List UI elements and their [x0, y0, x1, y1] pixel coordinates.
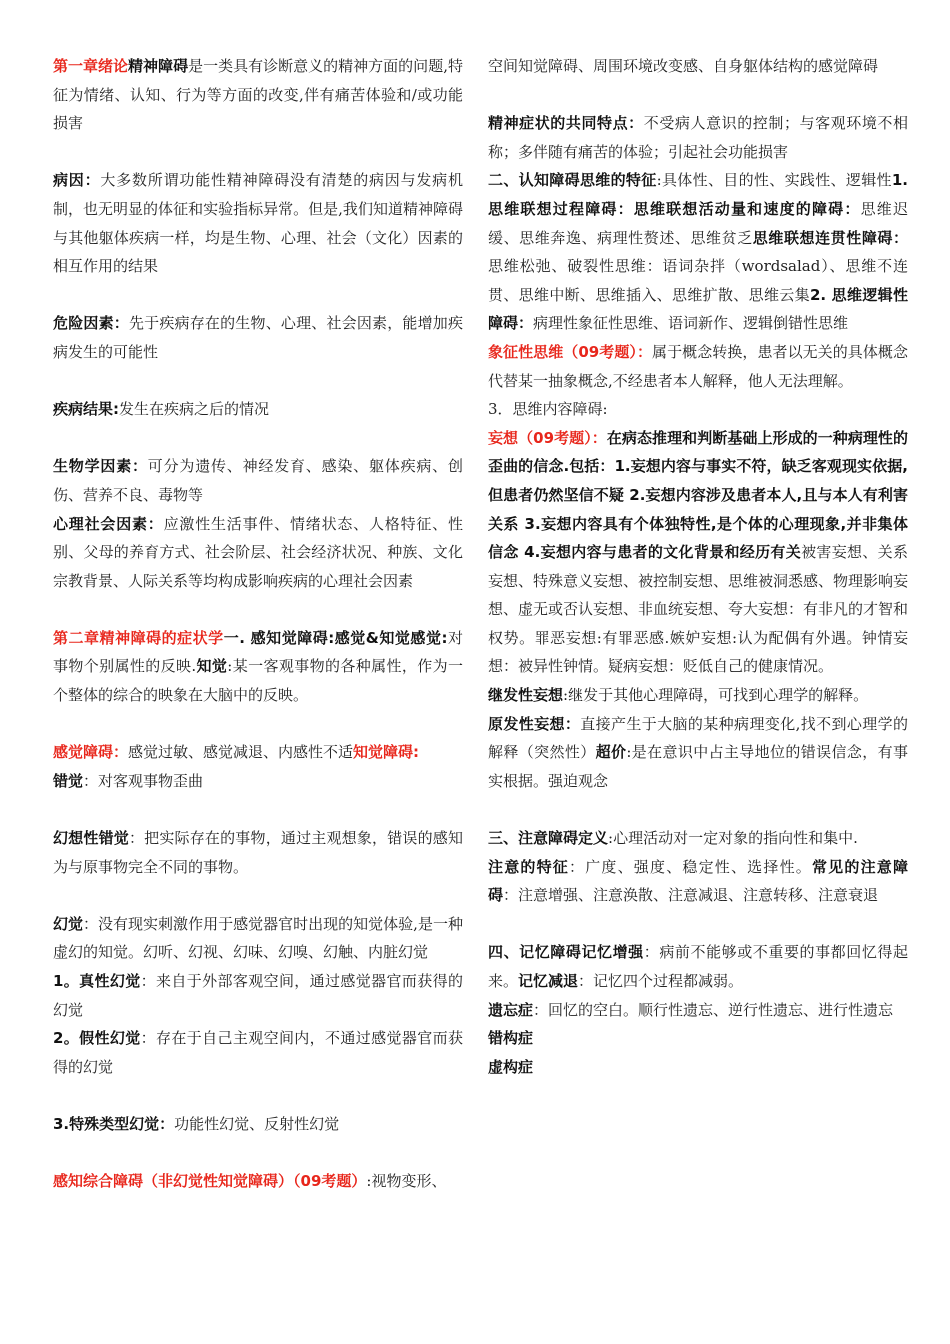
- text: ：病前不能够或不重要的事都回忆得起来。: [488, 943, 908, 990]
- confabulation-item: [488, 1053, 908, 1082]
- term: 知觉: [196, 657, 228, 676]
- term: 2. 思维逻辑性障碍：: [488, 285, 908, 333]
- text: 对事物个别属性的反映.: [53, 628, 463, 676]
- text: 不受病人意识的控制；与客观环境不相称；多伴随有痛苦的体验；引起社会功能损害: [488, 114, 908, 161]
- text: 大多数所谓功能性精神障碍没有清楚的病因与发病机制，也无明显的体征和实验指标异常。但是,我们知道精神障碍与其他躯体疾病一样，均是生物、心理、社会（文化）因素的相互作用的结果: [53, 171, 463, 276]
- amnesia-paragraph: [488, 996, 908, 1025]
- term: 假性幻觉: [79, 1029, 141, 1048]
- term: 继发性妄想: [488, 686, 564, 705]
- hallucination-paragraph: [53, 910, 463, 967]
- intro-paragraph: [53, 52, 463, 138]
- text: 可分为遗传、神经发育、感染、躯体疾病、创伤、营养不良、毒物等: [53, 457, 463, 504]
- text: ：回忆的空白。顺行性遗忘、逆行性遗忘、进行性遗忘: [533, 1000, 894, 1019]
- term: 疾病结果:: [53, 400, 119, 419]
- term: 象征性思维（09考题）：: [488, 342, 653, 361]
- term: 幻觉: [53, 914, 84, 933]
- term: 原发性妄想：: [488, 714, 581, 733]
- term: 四、记忆障碍记忆增强: [488, 943, 644, 962]
- text: ：把实际存在的事物，通过主观想象，错误的感知为与原事物完全不同的事物。: [53, 829, 463, 876]
- term: 感知综合障碍（非幻觉性知觉障碍）（09考题）: [53, 1172, 367, 1191]
- term: 真性幻觉: [79, 972, 141, 990]
- term: 错构症: [488, 1029, 534, 1048]
- term: 超价: [595, 743, 627, 762]
- chapter-2-paragraph: [53, 624, 463, 710]
- term: 危险因素：: [53, 314, 129, 333]
- sensation-paragraph: [53, 738, 463, 795]
- term: 三、注意障碍定义: [488, 829, 609, 848]
- text: :具体性、目的性、实践性、逻辑性: [656, 171, 892, 190]
- text: ：对客观事物歪曲: [83, 771, 204, 790]
- text: ：没有现实刺激作用于感觉器官时出现的知觉体验,是一种虚幻的知觉。幻听、幻视、幻味、幻嗅、幻触、内脏幻觉: [53, 914, 463, 962]
- special-hallucination-paragraph: [53, 1110, 463, 1139]
- attention-paragraph: [488, 824, 908, 910]
- number: 1。: [53, 972, 80, 990]
- common-features-paragraph: [488, 109, 908, 166]
- chapter-2-title: 第二章精神障碍的症状学: [53, 628, 224, 647]
- heading: 一. 感知觉障碍:感觉&知觉感觉:: [223, 628, 448, 647]
- text: ：存在于自己主观空间内，不通过感觉器官而获得的幻觉: [53, 1029, 463, 1076]
- term: 精神障碍: [128, 57, 189, 75]
- text: ：来自于外部客观空间，通过感觉器官而获得的幻觉: [53, 972, 463, 1019]
- term: 错觉: [53, 771, 84, 790]
- pseudo-hallucination-paragraph: [53, 1024, 463, 1081]
- term: 3.特殊类型幻觉：: [53, 1114, 175, 1133]
- term: 注意的特征: [488, 857, 569, 876]
- text: 属于概念转换，患者以无关的具体概念代替某一抽象概念,不经患者本人解释，他人无法理解。: [488, 342, 908, 390]
- term: 常见的注意障碍: [488, 857, 908, 905]
- text: ：广度、强度、稳定性、选择性。: [569, 857, 812, 876]
- etiology-paragraph: [53, 166, 463, 280]
- risk-paragraph: [53, 309, 463, 366]
- thought-content-heading: [488, 395, 908, 424]
- perceptual-synthesis-paragraph: [53, 1167, 463, 1196]
- number: 2。: [53, 1029, 80, 1048]
- delusion-paragraph: [488, 424, 908, 681]
- term: 虚构症: [488, 1057, 534, 1076]
- term: 幻想性错觉: [53, 829, 129, 848]
- text: 是一类具有诊断意义的精神方面的问题,特征为情绪、认知、行为等方面的改变,伴有痛苦体验和/或功能损害: [53, 57, 463, 133]
- term: 病因：: [53, 171, 101, 190]
- outcome-paragraph: [53, 395, 463, 424]
- term: 生物学因素：: [53, 457, 148, 476]
- text: 被害妄想、关系妄想、特殊意义妄想、被控制妄想、思维被洞悉感、物理影响妄想、虚无或否认妄想、非血统妄想、夸大妄想：有非凡的才智和权势。罪恶妄想:有罪恶感.嫉妒妄想:认为配偶有外遇。钟情妄想：被异性钟情。疑病妄想：贬低自己的健康情况。: [488, 543, 909, 676]
- text: 直接产生于大脑的某种病理变化,找不到心理学的解释（突然性）: [488, 714, 908, 762]
- chapter-1-title: 第一章绪论: [53, 57, 129, 75]
- illusion-paragraph: [53, 824, 463, 881]
- primary-delusion-paragraph: [488, 710, 908, 796]
- text: :是在意识中占主导地位的错误信念，有事实根据。强迫观念: [488, 743, 908, 790]
- right-column: [488, 52, 908, 1081]
- term: 知觉障碍:: [353, 743, 420, 762]
- text: 感觉过敏、感觉减退、内感性不适: [128, 743, 354, 762]
- term: 记忆减退: [518, 972, 579, 990]
- text: :继发于其他心理障碍，可找到心理学的解释。: [563, 686, 869, 705]
- term: 心理社会因素：: [53, 514, 164, 533]
- text: 应激性生活事件、情绪状态、人格特征、性别、父母的养育方式、社会阶层、社会经济状况、种族、文化宗教背景、人际关系等均构成影响疾病的心理社会因素: [53, 514, 463, 590]
- true-hallucination-paragraph: [53, 967, 463, 1024]
- term: 感觉障碍：: [53, 743, 129, 762]
- term: 精神症状的共同特点：: [488, 114, 644, 133]
- memory-paragraph: [488, 938, 908, 995]
- text: ：注意增强、注意涣散、注意减退、注意转移、注意衰退: [503, 886, 879, 905]
- text: :某一客观事物的各种属性，作为一个整体的综合的映象在大脑中的反映。: [53, 657, 463, 705]
- psychosocial-paragraph: [53, 510, 463, 596]
- text: :心理活动对一定对象的指向性和集中.: [608, 829, 858, 848]
- text: 思维松弛、破裂性思维：语词杂拌（wordsalad）、思维不连贯、思维中断、思维插入、思维扩散、思维云集: [488, 257, 908, 304]
- paramnesia-item: [488, 1024, 908, 1053]
- term: 1. 思维联想过程障碍：思维联想活动量和速度的障碍：: [488, 171, 908, 218]
- biology-paragraph: [53, 452, 463, 509]
- text: 病理性象征性思维、语词新作、逻辑倒错性思维: [533, 314, 849, 333]
- term: 二、认知障碍思维的特征: [488, 171, 657, 190]
- secondary-delusion-paragraph: [488, 681, 908, 710]
- text: ：记忆四个过程都减弱。: [578, 972, 744, 990]
- text: 3．思维内容障碍:: [488, 400, 608, 419]
- text: 发生在疾病之后的情况: [119, 400, 270, 419]
- left-column: [53, 52, 463, 1196]
- text: 思维迟缓、思维奔逸、病理性赘述、思维贫乏: [488, 199, 908, 247]
- text: 先于疾病存在的生物、心理、社会因素，能增加疾病发生的可能性: [53, 314, 463, 361]
- cognition-paragraph: [488, 166, 908, 338]
- term: 妄想（09考题）：: [488, 428, 607, 447]
- term: 思维联想连贯性障碍：: [752, 228, 908, 247]
- text: 空间知觉障碍、周围环境改变感、自身躯体结构的感觉障碍: [488, 57, 879, 75]
- term: 遗忘症: [488, 1000, 534, 1019]
- text: 功能性幻觉、反射性幻觉: [174, 1114, 340, 1133]
- text: :视物变形、: [366, 1172, 447, 1191]
- definition: 在病态推理和判断基础上形成的一种病理性的歪曲的信念.包括：1.妄想内容与事实不符，缺乏客观现实依据,但患者仍然坚信不疑 2.妄想内容涉及患者本人,且与本人有利害关系 3.妄想内容具有个体独特性,是个体的心理现象,并非集体信念 4.妄想内容与患者的文化背景和经历有关: [488, 428, 908, 562]
- continuation-paragraph: [488, 52, 908, 81]
- symbolic-thinking-paragraph: [488, 338, 908, 395]
